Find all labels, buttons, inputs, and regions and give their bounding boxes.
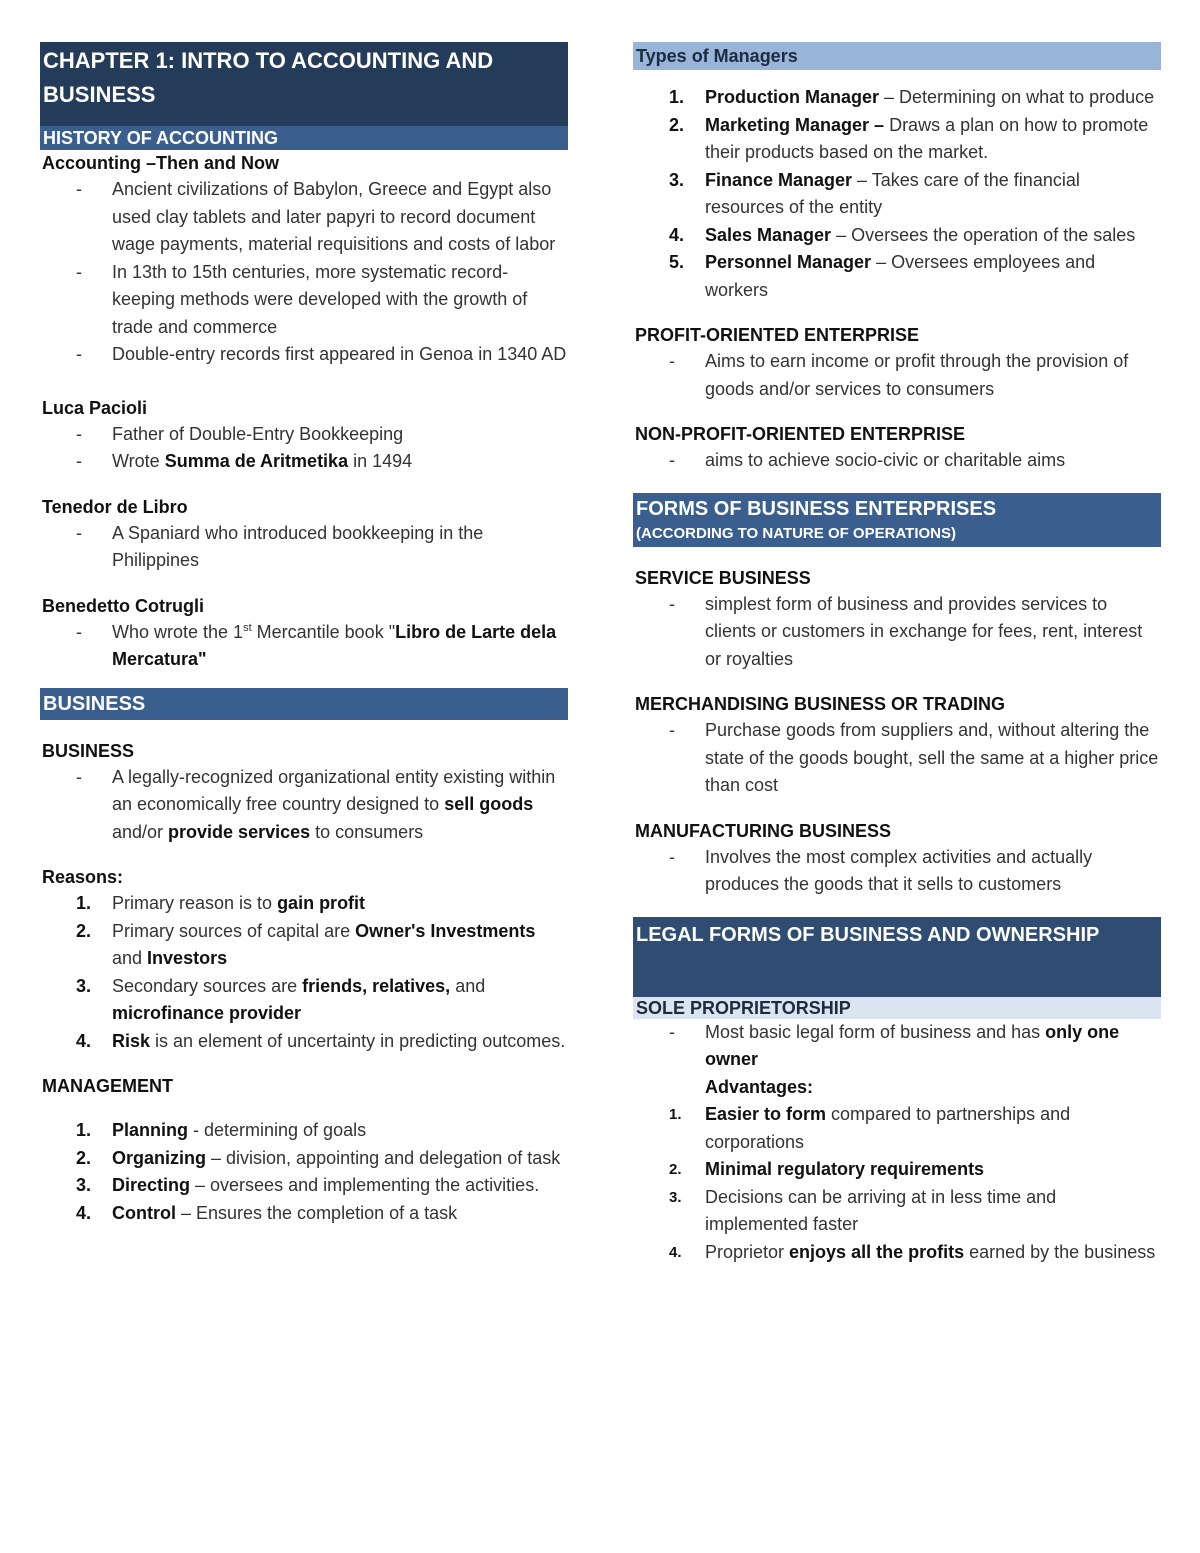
management-list bbox=[40, 1117, 568, 1227]
cotrugli-heading: Benedetto Cotrugli bbox=[42, 595, 204, 616]
list-item: - A Spaniard who introduced bookkeeping in the Philippines bbox=[40, 520, 568, 575]
list-item: 4. Control – Ensures the completion of a task bbox=[76, 1202, 458, 1223]
nonprofit-heading: NON-PROFIT-ORIENTED ENTERPRISE bbox=[635, 424, 966, 444]
list-item: 3. Finance Manager – Takes care of the financial resources of the entity bbox=[669, 169, 1080, 217]
list-item: 2. Minimal regulatory requirements bbox=[669, 1159, 985, 1179]
advantages-list bbox=[633, 1101, 1161, 1266]
list-item: 2. Organizing – division, appointing and delegation of task bbox=[76, 1147, 561, 1168]
pacioli-heading: Luca Pacioli bbox=[42, 397, 148, 418]
business-header: BUSINESS bbox=[40, 688, 568, 720]
list-item: - In 13th to 15th centuries, more systematic record-keeping methods were developed with the growth of trade and commerce bbox=[40, 259, 568, 342]
then-now-list bbox=[40, 176, 568, 369]
list-item: 3. Directing – oversees and implementing the activities. bbox=[76, 1175, 540, 1195]
service-list bbox=[633, 591, 1161, 674]
list-item: - Who wrote the 1st Mercantile book "Libro de Larte dela Mercatura" bbox=[40, 619, 568, 674]
list-item: - Involves the most complex activities and actually produces the goods that it sells to customers bbox=[633, 844, 1161, 899]
history-header: HISTORY OF ACCOUNTING bbox=[40, 126, 568, 150]
list-item: 5. Personnel Manager – Oversees employees and workers bbox=[669, 252, 1096, 300]
list-item: - Father of Double-Entry Bookkeeping bbox=[40, 421, 568, 449]
forms-header-subtitle: (ACCORDING TO NATURE OF OPERATIONS) bbox=[636, 524, 956, 542]
manuf-heading: MANUFACTURING BUSINESS bbox=[635, 820, 892, 841]
list-item: 4. Risk is an element of uncertainty in predicting outcomes. bbox=[76, 1030, 566, 1051]
profit-list bbox=[633, 348, 1161, 403]
list-item: 1. Planning - determining of goals bbox=[76, 1120, 367, 1140]
list-item: 2. Primary sources of capital are Owner's Investments and Investors bbox=[76, 920, 536, 968]
forms-header-title: FORMS OF BUSINESS ENTERPRISES bbox=[636, 497, 997, 520]
list-item: - Aims to earn income or profit through the provision of goods and/or services to consumers bbox=[633, 348, 1161, 403]
business-list bbox=[40, 764, 568, 847]
right-column bbox=[633, 42, 1161, 1266]
service-heading: SERVICE BUSINESS bbox=[635, 567, 811, 588]
cotrugli-list bbox=[40, 619, 568, 674]
list-item: 2. Marketing Manager – Draws a plan on how to promote their products based on the market. bbox=[669, 114, 1149, 162]
list-item: - aims to achieve socio-civic or charitable aims bbox=[633, 447, 1161, 475]
list-item: - Most basic legal form of business and has only one owner bbox=[633, 1019, 1161, 1074]
sole-list bbox=[633, 1019, 1161, 1074]
then-now-heading: Accounting –Then and Now bbox=[42, 153, 279, 173]
manuf-list bbox=[633, 844, 1161, 899]
list-item: 1. Primary reason is to gain profit bbox=[76, 893, 366, 913]
chapter-title: CHAPTER 1: INTRO TO ACCOUNTING AND BUSINESS bbox=[40, 42, 568, 126]
business-heading: BUSINESS bbox=[42, 740, 135, 761]
tenedor-list bbox=[40, 520, 568, 575]
list-item: - Wrote Summa de Aritmetika in 1494 bbox=[40, 448, 568, 476]
list-item: - Ancient civilizations of Babylon, Greece and Egypt also used clay tablets and later papyri to record document wage payments, material requisitions and costs of labor bbox=[40, 176, 568, 259]
list-item: - A legally-recognized organizational entity existing within an economically free country designed to sell goods and/or provide services to consumers bbox=[40, 764, 568, 847]
advantages-label: Advantages: bbox=[705, 1076, 814, 1097]
list-item: 1. Production Manager – Determining on what to produce bbox=[669, 87, 1155, 107]
tenedor-heading: Tenedor de Libro bbox=[42, 496, 188, 517]
reasons-list bbox=[40, 890, 568, 1055]
managers-header: Types of Managers bbox=[633, 42, 1161, 70]
merch-heading: MERCHANDISING BUSINESS OR TRADING bbox=[635, 694, 1006, 714]
forms-header bbox=[633, 493, 1161, 547]
managers-list bbox=[633, 84, 1161, 304]
nonprofit-list bbox=[633, 447, 1161, 475]
list-item: 3. Secondary sources are friends, relatives, and microfinance provider bbox=[76, 975, 486, 1023]
list-item: - Purchase goods from suppliers and, without altering the state of the goods bought, sell the same at a higher price than cost bbox=[633, 717, 1161, 800]
legal-header: LEGAL FORMS OF BUSINESS AND OWNERSHIP bbox=[633, 917, 1161, 997]
merch-list bbox=[633, 717, 1161, 800]
pacioli-list bbox=[40, 421, 568, 476]
list-item: 3. Decisions can be arriving at in less time and implemented faster bbox=[669, 1186, 1057, 1234]
list-item: 4. Proprietor enjoys all the profits earned by the business bbox=[669, 1241, 1156, 1262]
list-item: 1. Easier to form compared to partnerships and corporations bbox=[669, 1104, 1071, 1152]
list-item: - simplest form of business and provides services to clients or customers in exchange for fees, rent, interest or royalties bbox=[633, 591, 1161, 674]
sole-heading: SOLE PROPRIETORSHIP bbox=[633, 997, 1161, 1019]
list-item: 4. Sales Manager – Oversees the operation of the sales bbox=[669, 224, 1136, 245]
reasons-heading: Reasons: bbox=[42, 867, 124, 887]
management-heading: MANAGEMENT bbox=[42, 1076, 173, 1096]
list-item: - Double-entry records first appeared in Genoa in 1340 AD bbox=[40, 341, 568, 369]
left-column bbox=[40, 42, 568, 1227]
profit-heading: PROFIT-ORIENTED ENTERPRISE bbox=[635, 325, 920, 345]
